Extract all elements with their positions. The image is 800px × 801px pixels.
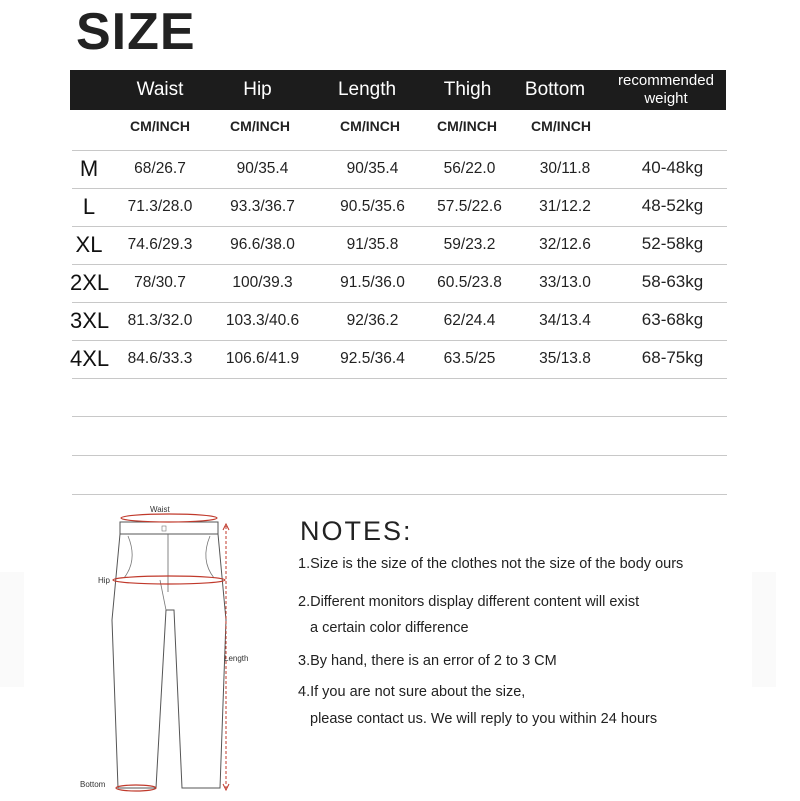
cell-bottom: 34/13.4 — [539, 312, 591, 329]
row-divider — [72, 150, 727, 151]
table-header — [70, 70, 726, 110]
cell-weight: 40-48kg — [641, 158, 704, 177]
cell-bottom: 33/13.0 — [539, 274, 591, 291]
note-2: 2.Different monitors display different content will exist — [298, 594, 640, 610]
cell-waist: 68/26.7 — [134, 160, 186, 177]
cell-thigh: 63.5/25 — [443, 350, 496, 367]
cell-hip: 103.3/40.6 — [225, 312, 300, 329]
diagram-label-waist: Waist — [150, 505, 170, 514]
unit-hip: CM/INCH — [230, 118, 290, 134]
diagram-label-bottom: Bottom — [80, 780, 106, 789]
size-label: 3XL — [70, 308, 110, 333]
cell-length: 91/35.8 — [346, 236, 399, 253]
header-hip: Hip — [243, 79, 272, 100]
size-label: 4XL — [70, 346, 110, 371]
cell-weight: 58-63kg — [641, 272, 704, 291]
size-label: M — [79, 156, 99, 181]
cell-bottom: 35/13.8 — [539, 350, 591, 367]
page-title: SIZE — [76, 3, 196, 61]
cell-length: 90.5/35.6 — [340, 198, 405, 215]
row-divider — [72, 494, 727, 495]
cell-weight: 52-58kg — [641, 234, 704, 253]
header-bottom: Bottom — [524, 79, 586, 100]
cell-thigh: 57.5/22.6 — [437, 198, 502, 215]
table-row — [70, 268, 726, 306]
header-thigh: Thigh — [443, 79, 492, 100]
header-length: Length — [337, 79, 397, 100]
cell-waist: 71.3/28.0 — [127, 198, 193, 215]
cell-bottom: 31/12.2 — [539, 198, 591, 215]
cell-length: 92.5/36.4 — [340, 350, 405, 367]
cell-hip: 96.6/38.0 — [230, 236, 295, 253]
cell-hip: 100/39.3 — [232, 274, 293, 291]
diagram-label-length: Length — [224, 654, 249, 663]
pants-illustration — [78, 500, 258, 796]
units-row — [70, 118, 726, 142]
cell-hip: 106.6/41.9 — [225, 350, 300, 367]
cell-waist: 78/30.7 — [134, 274, 186, 291]
cell-thigh: 56/22.0 — [443, 160, 496, 177]
cell-thigh: 59/23.2 — [443, 236, 496, 253]
cell-length: 91.5/36.0 — [340, 274, 405, 291]
cell-waist: 74.6/29.3 — [127, 236, 193, 253]
header-recommended-weight: recommended weight — [618, 72, 714, 107]
note-4-continued: please contact us. We will reply to you within 24 hours — [310, 711, 658, 727]
cell-hip: 90/35.4 — [236, 160, 289, 177]
table-row — [70, 344, 726, 382]
note-4: 4.If you are not sure about the size, — [298, 684, 526, 700]
cell-hip: 93.3/36.7 — [230, 198, 295, 215]
size-label: L — [82, 194, 96, 219]
cell-length: 90/35.4 — [346, 160, 399, 177]
cell-waist: 81.3/32.0 — [127, 312, 193, 329]
cell-thigh: 62/24.4 — [443, 312, 496, 329]
pants-measurement-diagram — [78, 500, 258, 796]
table-row — [70, 192, 726, 230]
unit-thigh: CM/INCH — [437, 118, 497, 134]
row-divider — [72, 455, 727, 456]
cell-weight: 48-52kg — [641, 196, 704, 215]
row-divider — [72, 416, 727, 417]
edge-panel — [0, 572, 24, 687]
diagram-label-hip: Hip — [98, 576, 111, 585]
size-label: XL — [75, 232, 103, 257]
cell-bottom: 30/11.8 — [539, 160, 591, 177]
cell-bottom: 32/12.6 — [539, 236, 591, 253]
cell-length: 92/36.2 — [346, 312, 399, 329]
unit-length: CM/INCH — [340, 118, 400, 134]
table-row — [70, 154, 726, 192]
cell-weight: 63-68kg — [641, 310, 704, 329]
note-1: 1.Size is the size of the clothes not the size of the body ours — [298, 556, 684, 572]
notes-title: NOTES: — [300, 516, 413, 546]
cell-weight: 68-75kg — [641, 348, 704, 367]
header-waist: Waist — [136, 79, 184, 100]
table-row — [70, 230, 726, 268]
cell-thigh: 60.5/23.8 — [437, 274, 502, 291]
edge-panel — [752, 572, 776, 687]
note-3: 3.By hand, there is an error of 2 to 3 CM — [298, 653, 557, 669]
size-label: 2XL — [70, 270, 110, 295]
cell-waist: 84.6/33.3 — [127, 350, 193, 367]
unit-waist: CM/INCH — [130, 118, 190, 134]
note-2-continued: a certain color difference — [310, 620, 469, 636]
table-row — [70, 306, 726, 344]
unit-bottom: CM/INCH — [531, 118, 591, 134]
